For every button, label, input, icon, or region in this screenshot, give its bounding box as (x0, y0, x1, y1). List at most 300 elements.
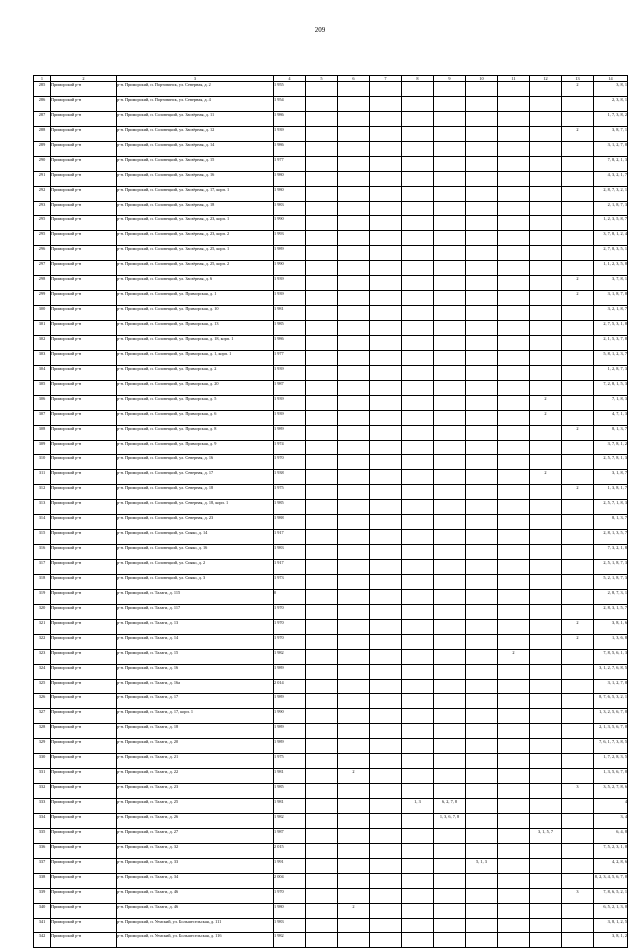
row-number: 285 (34, 82, 51, 97)
address-cell: р-н. Приморский, п. Талаги, д. 115 (117, 589, 274, 604)
district-cell: Приморский р-н (51, 500, 117, 515)
value-cell (306, 350, 338, 365)
value-cell (562, 380, 594, 395)
column-number: 3 (117, 76, 274, 82)
district-cell: Приморский р-н (51, 321, 117, 336)
value-cell (306, 664, 338, 679)
codes-cell: 3, 8, 1 (594, 82, 628, 97)
row-number: 309 (34, 440, 51, 455)
value-cell (338, 470, 370, 485)
value-cell (402, 634, 434, 649)
value-cell (530, 724, 562, 739)
address-cell: р-н. Приморский, п. Соловецкий, ул. Северная, д. 17 (117, 470, 274, 485)
codes-cell: 6, 4, 8 (594, 828, 628, 843)
codes-cell: 2, 7, 8, 3, 5, 1 (594, 246, 628, 261)
value-cell (370, 440, 402, 455)
value-cell (338, 201, 370, 216)
row-number: 336 (34, 843, 51, 858)
codes-cell: 1, 3, 2, 5, 6, 7, 8 (594, 709, 628, 724)
value-cell (530, 141, 562, 156)
value-cell (370, 858, 402, 873)
codes-cell: 7, 1, 8, 3 (594, 395, 628, 410)
value-cell (434, 828, 466, 843)
value-cell (338, 111, 370, 126)
value-cell (498, 111, 530, 126)
value-cell (498, 784, 530, 799)
district-cell: Приморский р-н (51, 574, 117, 589)
row-number: 321 (34, 619, 51, 634)
value-cell (338, 216, 370, 231)
district-cell: Приморский р-н (51, 799, 117, 814)
value-cell (466, 171, 498, 186)
value-cell (306, 440, 338, 455)
address-cell: р-н. Приморский, п. Талаги, д. 32 (117, 843, 274, 858)
value-cell (306, 843, 338, 858)
year-cell: 1 988 (274, 515, 306, 530)
value-cell (466, 82, 498, 97)
value-cell (434, 888, 466, 903)
value-cell (338, 171, 370, 186)
row-number: 310 (34, 455, 51, 470)
value-cell (306, 306, 338, 321)
value-cell (306, 694, 338, 709)
value-cell (370, 813, 402, 828)
row-number: 319 (34, 589, 51, 604)
value-cell (402, 500, 434, 515)
table-row (34, 425, 628, 440)
district-cell: Приморский р-н (51, 739, 117, 754)
table-row (34, 82, 628, 97)
table-row (34, 470, 628, 485)
district-cell: Приморский р-н (51, 918, 117, 933)
value-cell (338, 321, 370, 336)
value-cell: 2 (562, 634, 594, 649)
value-cell (562, 96, 594, 111)
value-cell (466, 694, 498, 709)
column-number: 8 (402, 76, 434, 82)
year-cell: 1 990 (274, 709, 306, 724)
value-cell (338, 350, 370, 365)
codes-cell: 8, 7, 6, 5, 3, 2, 1 (594, 694, 628, 709)
address-cell: р-н. Приморский, п. Талаги, д. 20 (117, 739, 274, 754)
value-cell (466, 545, 498, 560)
row-number: 288 (34, 126, 51, 141)
year-cell: 1 975 (274, 754, 306, 769)
value-cell (338, 724, 370, 739)
value-cell (498, 694, 530, 709)
table-row (34, 500, 628, 515)
district-cell: Приморский р-н (51, 903, 117, 918)
value-cell (402, 739, 434, 754)
value-cell (338, 410, 370, 425)
value-cell: 5, 1, 3 (466, 858, 498, 873)
value-cell (306, 201, 338, 216)
value-cell (530, 679, 562, 694)
year-cell: 1 970 (274, 455, 306, 470)
housing-register-table (33, 75, 628, 948)
value-cell (498, 380, 530, 395)
value-cell (498, 828, 530, 843)
value-cell (530, 291, 562, 306)
value-cell (466, 321, 498, 336)
value-cell (530, 604, 562, 619)
value-cell (306, 918, 338, 933)
district-cell: Приморский р-н (51, 828, 117, 843)
value-cell (530, 560, 562, 575)
address-cell: р-н. Приморский, п. Соловецкий, ул. Приморская, д. 8 (117, 425, 274, 440)
district-cell: Приморский р-н (51, 380, 117, 395)
value-cell (338, 828, 370, 843)
value-cell (530, 799, 562, 814)
value-cell (306, 485, 338, 500)
value-cell (402, 186, 434, 201)
value-cell (402, 395, 434, 410)
value-cell (402, 261, 434, 276)
year-cell: 1 993 (274, 231, 306, 246)
value-cell: 3, 1, 5, 7 (530, 828, 562, 843)
codes-cell: 3, 1, 2, 7, 6, 8, 5 (594, 664, 628, 679)
row-number: 329 (34, 739, 51, 754)
value-cell (338, 545, 370, 560)
codes-cell: 1, 2, 3, 5, 8, 7 (594, 216, 628, 231)
table-row (34, 709, 628, 724)
value-cell (338, 574, 370, 589)
column-number: 11 (498, 76, 530, 82)
codes-cell: 4, 7, 1, 3 (594, 410, 628, 425)
value-cell (562, 664, 594, 679)
value-cell (434, 231, 466, 246)
value-cell (562, 261, 594, 276)
year-cell: 0 (274, 589, 306, 604)
value-cell (562, 739, 594, 754)
value-cell (402, 126, 434, 141)
row-number: 318 (34, 574, 51, 589)
value-cell (338, 156, 370, 171)
table-row (34, 799, 628, 814)
value-cell (306, 261, 338, 276)
codes-cell: 8, 2, 3, 4, 5, 6, 7, 8 (594, 873, 628, 888)
value-cell (562, 335, 594, 350)
address-cell: р-н. Приморский, п. Соловецкий, ул. Приморская, д. 6 (117, 410, 274, 425)
codes-cell: 8, 1, 3, 7 (594, 515, 628, 530)
address-cell: р-н. Приморский, п. Соловецкий, ул. Приморская, д. 10 (117, 306, 274, 321)
value-cell (402, 380, 434, 395)
value-cell (498, 709, 530, 724)
value-cell (306, 470, 338, 485)
address-cell: р-н. Приморский, п. Соловецкий, ул. Заозёрная, д. 18 (117, 201, 274, 216)
codes-cell: 1, 7, 2, 8, 3, 5 (594, 754, 628, 769)
value-cell (306, 171, 338, 186)
row-number: 316 (34, 545, 51, 560)
value-cell (498, 470, 530, 485)
value-cell (562, 500, 594, 515)
value-cell (370, 291, 402, 306)
year-cell: 1 986 (274, 141, 306, 156)
value-cell (306, 813, 338, 828)
value-cell (434, 276, 466, 291)
table-row (34, 769, 628, 784)
codes-cell: 2, 5, 7, 8, 1, 3 (594, 455, 628, 470)
value-cell (562, 141, 594, 156)
row-number: 325 (34, 679, 51, 694)
value-cell (338, 335, 370, 350)
district-cell: Приморский р-н (51, 231, 117, 246)
value-cell (306, 739, 338, 754)
table-row (34, 813, 628, 828)
value-cell (434, 261, 466, 276)
address-cell: р-н. Приморский, п. Соловецкий, ул. Сияко, д. 2 (117, 560, 274, 575)
codes-cell: 3, 8, 1, 2 (594, 933, 628, 948)
value-cell (306, 560, 338, 575)
codes-cell: 7, 8, 5, 6, 1, 3 (594, 649, 628, 664)
value-cell (530, 306, 562, 321)
row-number: 295 (34, 231, 51, 246)
value-cell (466, 395, 498, 410)
codes-cell: 4 (594, 799, 628, 814)
value-cell (306, 589, 338, 604)
value-cell (466, 380, 498, 395)
value-cell (434, 634, 466, 649)
value-cell (562, 574, 594, 589)
value-cell (498, 425, 530, 440)
value-cell (530, 709, 562, 724)
year-cell: 1 970 (274, 888, 306, 903)
address-cell: р-н. Приморский, п. Соловецкий, ул. Приморская, д. 5 (117, 395, 274, 410)
address-cell: р-н. Приморский, п. Уемский, ул. Большесельская, д. 116 (117, 933, 274, 948)
value-cell: 2 (562, 619, 594, 634)
value-cell (370, 769, 402, 784)
year-cell: 1 980 (274, 171, 306, 186)
value-cell (530, 649, 562, 664)
district-cell: Приморский р-н (51, 724, 117, 739)
value-cell: 3 (562, 888, 594, 903)
value-cell (530, 455, 562, 470)
address-cell: р-н. Приморский, п. Талаги, д. 27 (117, 828, 274, 843)
table-row (34, 246, 628, 261)
page-number: 209 (314, 26, 326, 34)
district-cell: Приморский р-н (51, 634, 117, 649)
value-cell (466, 111, 498, 126)
district-cell: Приморский р-н (51, 186, 117, 201)
value-cell (562, 813, 594, 828)
value-cell (402, 365, 434, 380)
value-cell (530, 425, 562, 440)
address-cell: р-н. Приморский, п. Талаги, д. 13 (117, 619, 274, 634)
value-cell (402, 141, 434, 156)
value-cell (530, 545, 562, 560)
value-cell (530, 276, 562, 291)
value-cell (466, 754, 498, 769)
year-cell: 1 980 (274, 903, 306, 918)
row-number: 335 (34, 828, 51, 843)
table-row (34, 261, 628, 276)
address-cell: р-н. Приморский, п. Соловецкий, ул. Сияко, д. 14 (117, 530, 274, 545)
address-cell: р-н. Приморский, п. Соловецкий, ул. Северная, д. 18, корп. 1 (117, 500, 274, 515)
value-cell (562, 769, 594, 784)
district-cell: Приморский р-н (51, 843, 117, 858)
value-cell (434, 485, 466, 500)
district-cell: Приморский р-н (51, 619, 117, 634)
value-cell (402, 709, 434, 724)
value-cell (338, 440, 370, 455)
value-cell (562, 440, 594, 455)
value-cell (402, 455, 434, 470)
district-cell: Приморский р-н (51, 291, 117, 306)
value-cell (530, 918, 562, 933)
year-cell: 1 983 (274, 545, 306, 560)
value-cell (434, 306, 466, 321)
value-cell (306, 530, 338, 545)
year-cell: 1 980 (274, 186, 306, 201)
district-cell: Приморский р-н (51, 306, 117, 321)
address-cell: р-н. Приморский, п. Соловецкий, ул. Приморская, д. 9 (117, 440, 274, 455)
value-cell (562, 589, 594, 604)
value-cell: 2 (562, 291, 594, 306)
column-number: 9 (434, 76, 466, 82)
year-cell: 1 989 (274, 724, 306, 739)
row-number: 331 (34, 769, 51, 784)
address-cell: р-н. Приморский, п. Талаги, д. 15 (117, 649, 274, 664)
value-cell (370, 619, 402, 634)
value-cell (370, 545, 402, 560)
value-cell (530, 350, 562, 365)
value-cell (402, 560, 434, 575)
year-cell: 1 989 (274, 694, 306, 709)
year-cell: 1 970 (274, 619, 306, 634)
codes-cell: 1, 3, 6, 8 (594, 634, 628, 649)
value-cell (370, 784, 402, 799)
value-cell (562, 350, 594, 365)
row-number: 334 (34, 813, 51, 828)
value-cell (498, 679, 530, 694)
value-cell (466, 365, 498, 380)
district-cell: Приморский р-н (51, 754, 117, 769)
value-cell (530, 515, 562, 530)
value-cell (498, 82, 530, 97)
value-cell (434, 769, 466, 784)
value-cell (402, 201, 434, 216)
codes-cell: 7, 5, 2, 3, 1, 8 (594, 843, 628, 858)
value-cell (338, 843, 370, 858)
table-row (34, 888, 628, 903)
value-cell (338, 873, 370, 888)
address-cell: р-н. Приморский, п. Талаги, д. 22 (117, 769, 274, 784)
value-cell (434, 694, 466, 709)
value-cell (306, 425, 338, 440)
value-cell (338, 515, 370, 530)
value-cell (434, 156, 466, 171)
district-cell: Приморский р-н (51, 560, 117, 575)
address-cell: р-н. Приморский, п. Соловецкий, ул. Приморская, д. 1 (117, 291, 274, 306)
value-cell (402, 276, 434, 291)
address-cell: р-н. Приморский, п. Талаги, д. 17 (117, 694, 274, 709)
value-cell (370, 156, 402, 171)
codes-cell: 7, 3, 2, 1, 8 (594, 545, 628, 560)
table-row (34, 903, 628, 918)
value-cell (498, 365, 530, 380)
value-cell (466, 186, 498, 201)
value-cell (466, 306, 498, 321)
column-number: 4 (274, 76, 306, 82)
value-cell (434, 560, 466, 575)
value-cell (466, 485, 498, 500)
value-cell: 2 (562, 276, 594, 291)
year-cell: 1 989 (274, 739, 306, 754)
codes-cell: 3, 7, 8, 1, 2 (594, 440, 628, 455)
value-cell (466, 156, 498, 171)
value-cell (306, 515, 338, 530)
value-cell: 1, 3, 6, 7, 8 (434, 813, 466, 828)
value-cell (306, 126, 338, 141)
value-cell (338, 560, 370, 575)
year-cell: 1 989 (274, 664, 306, 679)
year-cell: 1 917 (274, 530, 306, 545)
value-cell (434, 141, 466, 156)
codes-cell: 4, 2, 8, 6 (594, 858, 628, 873)
value-cell (530, 96, 562, 111)
codes-cell: 3, 1, 8, 7 (594, 470, 628, 485)
value-cell (498, 201, 530, 216)
year-cell: 1 939 (274, 291, 306, 306)
value-cell (402, 933, 434, 948)
value-cell (402, 425, 434, 440)
table-row (34, 858, 628, 873)
year-cell: 1 982 (274, 813, 306, 828)
value-cell (338, 589, 370, 604)
value-cell (434, 216, 466, 231)
year-cell: 1 955 (274, 82, 306, 97)
year-cell: 2 014 (274, 679, 306, 694)
value-cell (306, 395, 338, 410)
value-cell (434, 649, 466, 664)
value-cell (498, 604, 530, 619)
value-cell (306, 769, 338, 784)
value-cell (370, 754, 402, 769)
value-cell (306, 574, 338, 589)
district-cell: Приморский р-н (51, 365, 117, 380)
value-cell (402, 216, 434, 231)
value-cell (562, 903, 594, 918)
codes-cell: 4, 3, 2, 1, 7 (594, 171, 628, 186)
address-cell: р-н. Приморский, п. Соловецкий, ул. Приморская, д. 1, корп. 1 (117, 350, 274, 365)
table-row (34, 111, 628, 126)
year-cell: 1 981 (274, 799, 306, 814)
value-cell (466, 873, 498, 888)
year-cell: 1 939 (274, 276, 306, 291)
table-row (34, 604, 628, 619)
value-cell (466, 231, 498, 246)
address-cell: р-н. Приморский, п. Соловецкий, ул. Заозёрная, д. 25, корп. 1 (117, 246, 274, 261)
value-cell: 2 (530, 395, 562, 410)
value-cell (466, 201, 498, 216)
value-cell (306, 82, 338, 97)
year-cell: 1 970 (274, 604, 306, 619)
value-cell (338, 604, 370, 619)
value-cell (370, 410, 402, 425)
district-cell: Приморский р-н (51, 515, 117, 530)
table-row (34, 918, 628, 933)
value-cell (434, 589, 466, 604)
codes-cell: 3, 7, 8, 1 (594, 276, 628, 291)
value-cell (370, 739, 402, 754)
value-cell (338, 694, 370, 709)
value-cell (370, 933, 402, 948)
value-cell (370, 171, 402, 186)
row-number: 333 (34, 799, 51, 814)
value-cell (338, 246, 370, 261)
value-cell (434, 335, 466, 350)
year-cell: 1 990 (274, 261, 306, 276)
